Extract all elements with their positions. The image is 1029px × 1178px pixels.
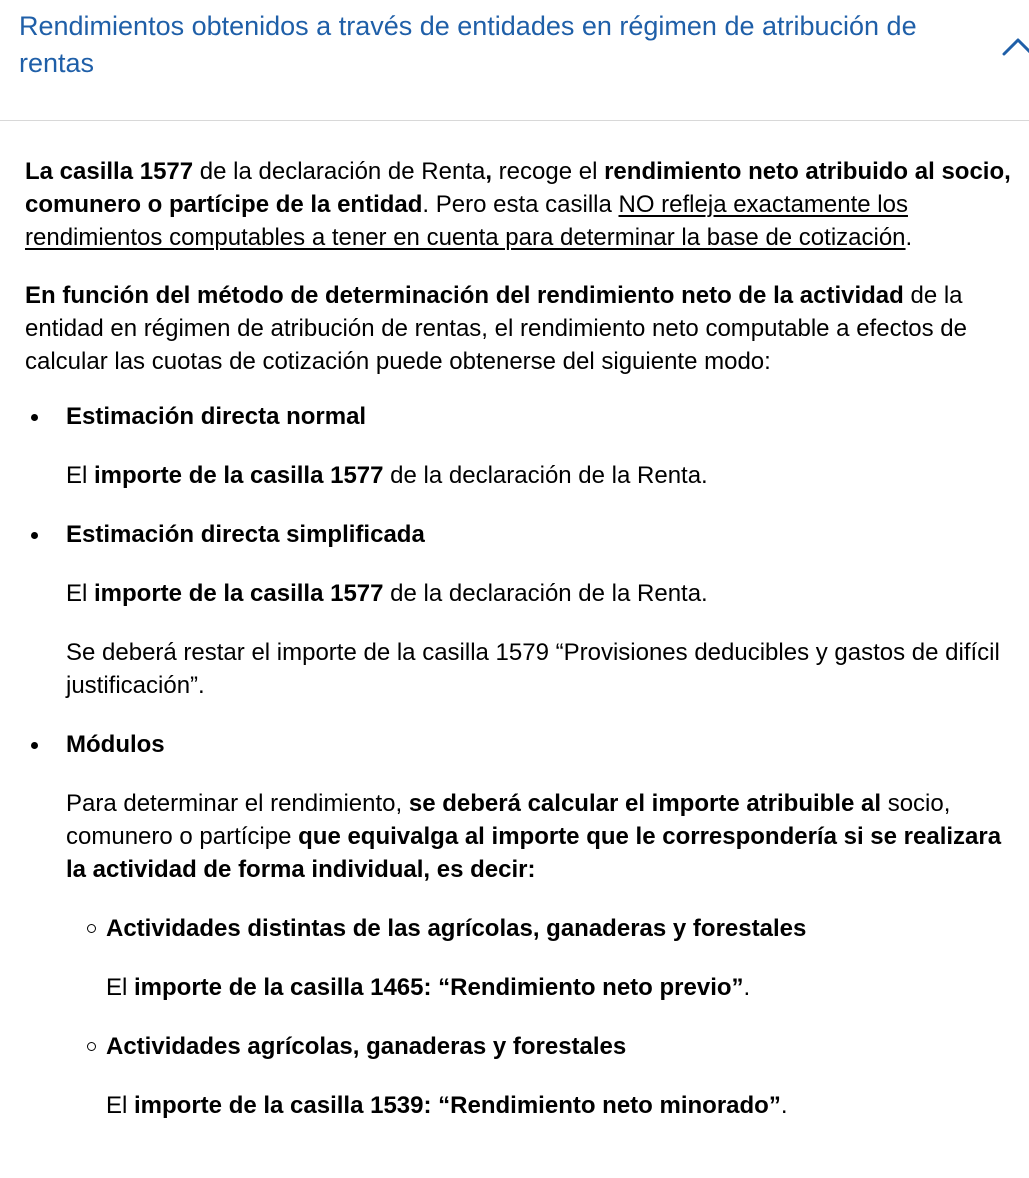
intro-text-3: . Pero esta casilla — [422, 191, 619, 218]
method-title: Módulos — [66, 731, 165, 758]
method-intro-paragraph — [25, 279, 1025, 378]
modulos-sublist — [66, 912, 1025, 1122]
method-item-directa-simplificada — [25, 518, 1025, 702]
no-refleja-link[interactable]: NO refleja exactamente los rendimientos computables a tener en cuenta para determinar la base de cotización — [25, 191, 908, 251]
intro-paragraph — [25, 155, 1025, 254]
method-text-1: Para determinar el rendimiento, — [66, 790, 409, 817]
sub-text-bold: importe de la casilla 1539: “Rendimiento neto minorado” — [134, 1092, 781, 1119]
intro-end: . — [905, 224, 913, 251]
method-title: Estimación directa normal — [66, 403, 367, 430]
method-bold-2: que equivalga al importe que le correspondería si se realizara la actividad de forma individual, es decir: — [66, 823, 1002, 883]
chevron-up-icon[interactable] — [1000, 34, 1029, 58]
method-title: Estimación directa simplificada — [66, 521, 425, 548]
sub-text-bold: importe de la casilla 1465: “Rendimiento neto previo” — [134, 974, 744, 1001]
method-text-pre: El — [66, 462, 95, 489]
method-text-post: de la declaración de la Renta. — [383, 462, 708, 489]
sub-item-agricolas — [66, 1030, 1025, 1122]
method-text — [66, 787, 1025, 886]
sub-item-text — [106, 971, 1025, 1004]
sub-item-title: Actividades agrícolas, ganaderas y forestales — [106, 1033, 627, 1060]
method-item-directa-normal — [25, 400, 1025, 492]
method-text-2: socio, comunero o partícipe — [66, 790, 951, 850]
method-bold-1: se deberá calcular el importe atribuible al — [408, 790, 882, 817]
sub-text-post: . — [743, 974, 751, 1001]
method-text-post: de la declaración de la Renta. — [383, 580, 708, 607]
method-intro-bold: En función del método de determinación del rendimiento neto de la actividad — [25, 282, 904, 309]
intro-bold-casilla: La casilla 1577 — [25, 158, 194, 185]
methods-list — [25, 400, 1025, 1122]
method-text-pre: El — [66, 580, 95, 607]
method-text — [66, 577, 1025, 610]
sub-item-title: Actividades distintas de las agrícolas, ganaderas y forestales — [106, 915, 807, 942]
sub-item-no-agricolas — [66, 912, 1025, 1004]
sub-item-text — [106, 1089, 1025, 1122]
intro-text: de la declaración de Renta — [193, 158, 486, 185]
method-intro-text: de la entidad en régimen de atribución de rentas, el rendimiento neto computable a efectos de calcular las cuotas de cotización puede obtenerse del siguiente modo: — [25, 282, 967, 375]
method-text-bold: importe de la casilla 1577 — [94, 462, 384, 489]
accordion-title[interactable]: Rendimientos obtenidos a través de entidades en régimen de atribución de rentas — [19, 11, 917, 78]
sub-text-pre: El — [106, 974, 135, 1001]
intro-text-2: recoge el — [492, 158, 605, 185]
intro-bold-rendimiento: rendimiento neto atribuido al socio, comunero o partícipe de la entidad — [25, 158, 1011, 218]
accordion-header[interactable] — [0, 0, 1029, 121]
accordion-content — [25, 155, 1025, 1148]
intro-comma: , — [485, 158, 493, 185]
method-extra-text: Se deberá restar el importe de la casilla 1579 “Provisiones deducibles y gastos de difícil justificación”. — [66, 639, 1000, 699]
sub-text-pre: El — [106, 1092, 135, 1119]
method-text — [66, 459, 1025, 492]
method-text-bold: importe de la casilla 1577 — [94, 580, 384, 607]
sub-text-post: . — [780, 1092, 788, 1119]
method-item-modulos — [25, 728, 1025, 1122]
